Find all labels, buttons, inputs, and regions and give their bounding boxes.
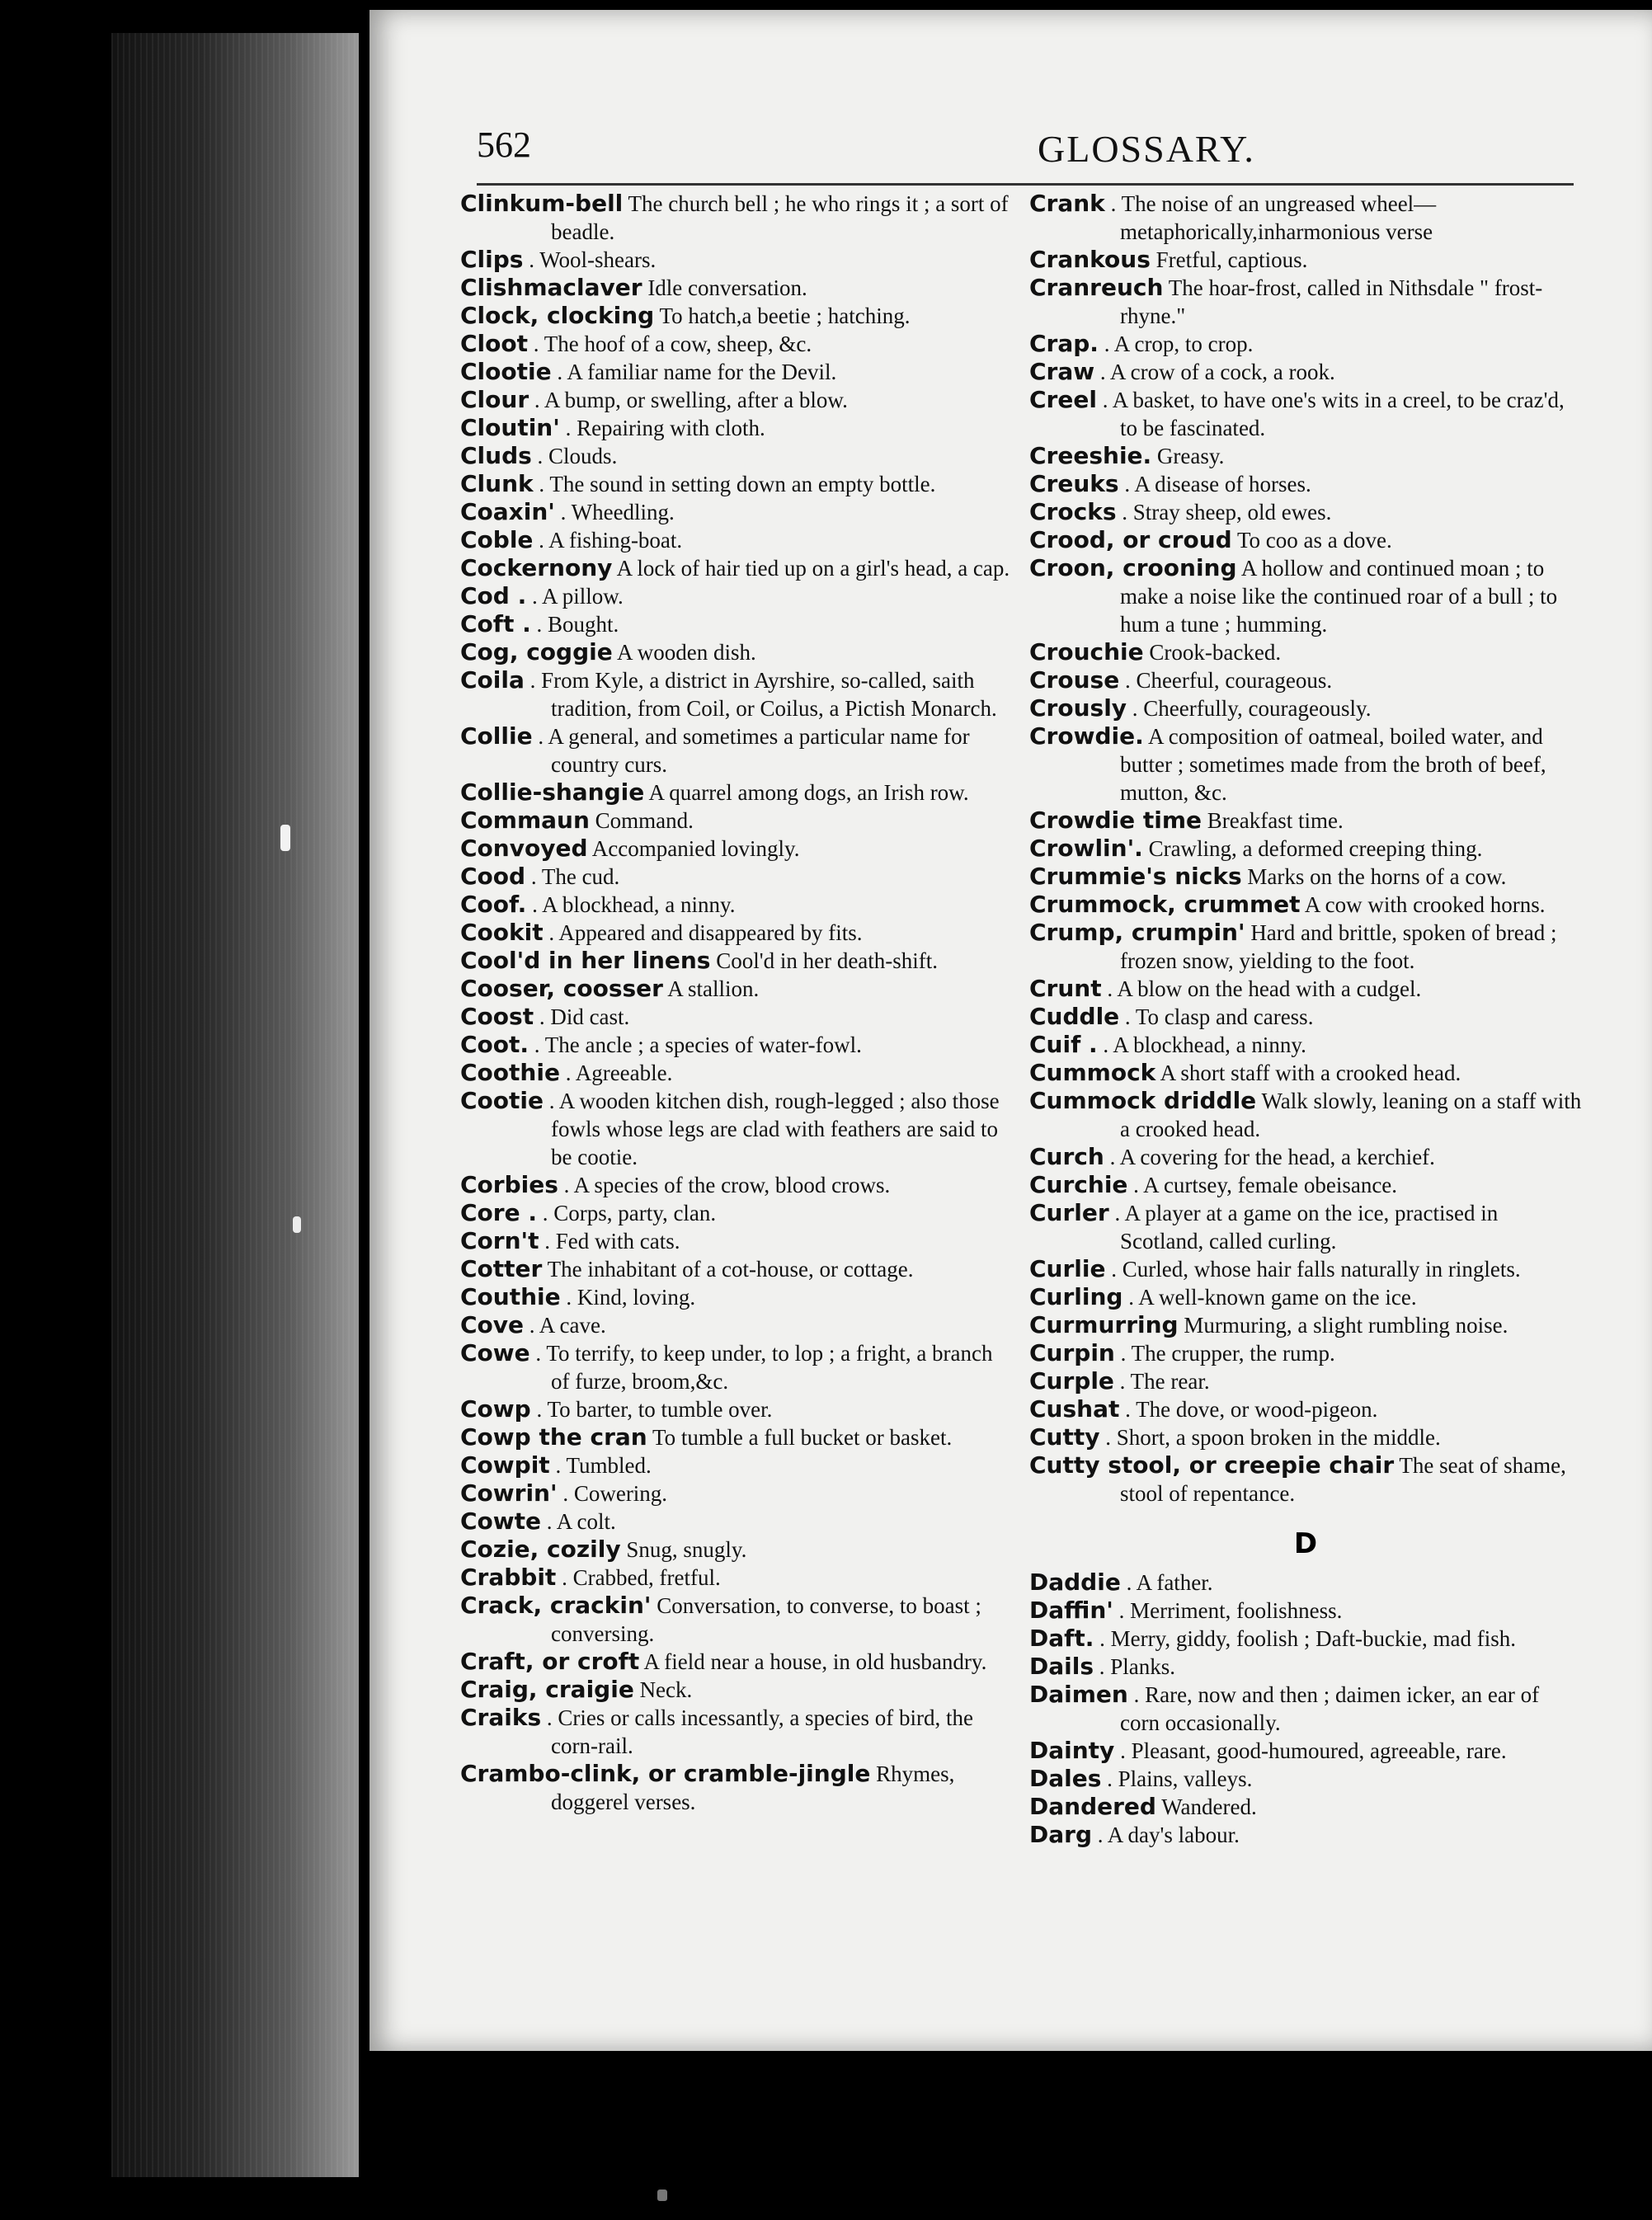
glossary-entry: [1029, 807, 1582, 835]
entry-definition: . To barter, to tumble over.: [536, 1397, 773, 1422]
glossary-entry: [1029, 638, 1582, 666]
entry-headword: Clour: [460, 386, 529, 413]
entry-headword: Clinkum-bell: [460, 190, 624, 217]
entry-headword: Crowdie.: [1029, 722, 1144, 750]
entry-definition: . Bought.: [536, 612, 619, 637]
entry-headword: Convoyed: [460, 835, 588, 862]
entry-headword: Cog, coggie: [460, 638, 613, 666]
entry-headword: Crack, crackin': [460, 1592, 652, 1619]
entry-headword: Daffin': [1029, 1597, 1113, 1624]
entry-definition: . Crabbed, fretful.: [562, 1565, 721, 1590]
entry-definition: Crawling, a deformed creeping thing.: [1148, 836, 1483, 861]
entry-headword: Dails: [1029, 1653, 1094, 1680]
entry-definition: . From Kyle, a district in Ayrshire, so-called, saith tradition, from Coil, or Coilus, a Pictish Monarch.: [529, 668, 997, 721]
entry-headword: Cloot: [460, 330, 529, 357]
entry-definition: . Corps, party, clan.: [542, 1201, 717, 1225]
entry-definition: . To clasp and caress.: [1124, 1004, 1314, 1029]
entry-headword: Coft .: [460, 610, 531, 637]
glossary-entry: [1029, 330, 1582, 358]
entry-definition: Rhymes, doggerel verses.: [551, 1761, 955, 1814]
entry-definition: . The noise of an ungreased wheel—metaphorically,inharmonious verse: [1110, 191, 1437, 244]
glossary-entry: [1029, 694, 1582, 722]
glossary-entry: [1029, 526, 1582, 554]
glossary-entry: [1029, 1765, 1582, 1793]
glossary-entry: [460, 1564, 1013, 1592]
glossary-column-right: [1029, 190, 1582, 1849]
glossary-entry: [1029, 975, 1582, 1003]
glossary-entry: [1029, 891, 1582, 919]
entry-headword: Crunt: [1029, 975, 1102, 1002]
entry-definition: . Fed with cats.: [544, 1229, 680, 1253]
glossary-entry: [460, 1059, 1013, 1087]
entry-headword: Coothie: [460, 1059, 560, 1086]
glossary-entry: [1029, 722, 1582, 807]
glossary-entry: [1029, 1003, 1582, 1031]
entry-definition: . Wheedling.: [560, 500, 675, 524]
glossary-entry: [460, 358, 1013, 386]
entry-definition: . Stray sheep, old ewes.: [1122, 500, 1332, 524]
glossary-entry: [460, 610, 1013, 638]
entry-headword: Coble: [460, 526, 534, 553]
entry-definition: Accompanied lovingly.: [591, 836, 800, 861]
entry-headword: Clishmaclaver: [460, 274, 642, 301]
glossary-entry: [1029, 919, 1582, 975]
entry-headword: Cushat: [1029, 1395, 1120, 1423]
entry-definition: . A general, and sometimes a particular name for country curs.: [538, 724, 970, 777]
entry-definition: . Cheerful, courageous.: [1124, 668, 1333, 693]
entry-definition: . A day's labour.: [1097, 1823, 1240, 1847]
glossary-entry: [1029, 274, 1582, 330]
entry-headword: Coot.: [460, 1031, 529, 1058]
glossary-entry: [460, 1395, 1013, 1423]
glossary-entry: [1029, 386, 1582, 442]
entry-definition: A field near a house, in old husbandry.: [643, 1649, 987, 1674]
glossary-entry: [460, 442, 1013, 470]
glossary-entry: [1029, 1143, 1582, 1171]
page-header: [477, 117, 1574, 186]
entry-definition: . Clouds.: [537, 444, 618, 468]
entry-headword: Cool'd in her linens: [460, 947, 711, 974]
entry-headword: Craiks: [460, 1704, 542, 1731]
entry-definition: The inhabitant of a cot-house, or cottage.: [547, 1257, 914, 1282]
entry-definition: Marks on the horns of a cow.: [1247, 864, 1507, 889]
glossary-entry: [460, 947, 1013, 975]
entry-headword: Corbies: [460, 1171, 558, 1198]
entry-definition: . Agreeable.: [565, 1061, 673, 1085]
glossary-entry: [1029, 666, 1582, 694]
entry-definition: . The sound in setting down an empty bottle.: [539, 472, 936, 496]
entry-headword: Crambo-clink, or cramble-jingle: [460, 1760, 871, 1787]
entry-definition: The hoar-frost, called in Nithsdale " frost-rhyne.": [1120, 275, 1543, 328]
entry-definition: Murmuring, a slight rumbling noise.: [1184, 1313, 1508, 1338]
entry-definition: . A father.: [1126, 1570, 1213, 1595]
entry-definition: Idle conversation.: [647, 275, 807, 300]
entry-headword: Cowpit: [460, 1451, 550, 1479]
entry-definition: . A disease of horses.: [1124, 472, 1311, 496]
glossary-entries-d: [1029, 1569, 1582, 1849]
entry-headword: Cowte: [460, 1507, 542, 1535]
entry-definition: . The crupper, the rump.: [1120, 1341, 1335, 1366]
entry-definition: A short staff with a crooked head.: [1160, 1061, 1461, 1085]
entry-headword: Cootie: [460, 1087, 544, 1114]
entry-definition: . The cud.: [530, 864, 620, 889]
glossary-entry: [460, 1031, 1013, 1059]
entry-definition: A wooden dish.: [617, 640, 756, 665]
entry-definition: To coo as a dove.: [1236, 528, 1392, 553]
glossary-entry: [1029, 1569, 1582, 1597]
glossary-entry: [460, 722, 1013, 778]
entry-definition: . Curled, whose hair falls naturally in ringlets.: [1111, 1257, 1521, 1282]
glossary-page: [369, 10, 1652, 2051]
glossary-entry: [460, 835, 1013, 863]
entry-definition: A quarrel among dogs, an Irish row.: [648, 780, 969, 805]
entry-headword: Crowdie time: [1029, 807, 1202, 834]
entry-definition: . The dove, or wood-pigeon.: [1125, 1397, 1378, 1422]
entry-headword: Cockernony: [460, 554, 613, 581]
entry-definition: . Tumbled.: [555, 1453, 652, 1478]
glossary-entry: [1029, 1597, 1582, 1625]
entry-definition: . A covering for the head, a kerchief.: [1109, 1145, 1435, 1169]
page-number: 562: [477, 125, 531, 165]
entry-definition: . A blow on the head with a cudgel.: [1107, 976, 1422, 1001]
entry-headword: Crocks: [1029, 498, 1117, 525]
entry-definition: . Short, a spoon broken in the middle.: [1105, 1425, 1441, 1450]
entry-definition: To tumble a full bucket or basket.: [652, 1425, 953, 1450]
entry-headword: Dainty: [1029, 1737, 1115, 1764]
entry-headword: Cowp: [460, 1395, 531, 1423]
entry-headword: Collie-shangie: [460, 778, 645, 806]
entry-definition: . A curtsey, female obeisance.: [1133, 1173, 1398, 1197]
entry-definition: Neck.: [639, 1677, 693, 1702]
glossary-entry: [460, 1648, 1013, 1676]
entry-definition: . A blockhead, a ninny.: [532, 892, 736, 917]
glossary-entry: [1029, 1087, 1582, 1143]
entry-headword: Cummock driddle: [1029, 1087, 1257, 1114]
entry-headword: Cookit: [460, 919, 544, 946]
glossary-entry: [1029, 358, 1582, 386]
entry-headword: Crump, crumpin': [1029, 919, 1245, 946]
entry-headword: Corn't: [460, 1227, 539, 1254]
entry-headword: Curlie: [1029, 1255, 1106, 1282]
glossary-entry: [460, 666, 1013, 722]
entry-definition: Snug, snugly.: [626, 1537, 747, 1562]
glossary-entry: [460, 891, 1013, 919]
entry-definition: . Repairing with cloth.: [565, 416, 765, 440]
entry-definition: . Did cast.: [539, 1004, 630, 1029]
entry-definition: . Plains, valleys.: [1107, 1766, 1253, 1791]
entry-definition: The seat of shame, stool of repentance.: [1120, 1453, 1566, 1506]
entry-definition: A lock of hair tied up on a girl's head, a cap.: [616, 556, 1010, 581]
entry-headword: Crouse: [1029, 666, 1120, 694]
entry-headword: Cod .: [460, 582, 527, 609]
glossary-entry: [1029, 246, 1582, 274]
glossary-entry: [1029, 470, 1582, 498]
entry-definition: . Appeared and disappeared by fits.: [548, 920, 863, 945]
glossary-entry: [1029, 1283, 1582, 1311]
glossary-entry: [1029, 1793, 1582, 1821]
entry-definition: . A wooden kitchen dish, rough-legged ; also those fowls whose legs are clad with feathers are said to be cootie.: [548, 1089, 1000, 1169]
glossary-entry: [1029, 863, 1582, 891]
glossary-entries-c: [1029, 190, 1582, 1507]
entry-definition: Hard and brittle, spoken of bread ; frozen snow, yielding to the foot.: [1120, 920, 1557, 973]
entry-definition: . A blockhead, a ninny.: [1103, 1032, 1306, 1057]
glossary-entry: [460, 246, 1013, 274]
entry-headword: Creel: [1029, 386, 1097, 413]
glossary-entry: [460, 302, 1013, 330]
entry-headword: Cowp the cran: [460, 1423, 647, 1451]
entry-headword: Craw: [1029, 358, 1095, 385]
entry-definition: . Cries or calls incessantly, a species of bird, the corn-rail.: [546, 1705, 973, 1758]
glossary-entry: [460, 638, 1013, 666]
glossary-entry: [460, 1536, 1013, 1564]
entry-headword: Clunk: [460, 470, 534, 497]
glossary-entry: [460, 386, 1013, 414]
glossary-entry: [460, 778, 1013, 807]
glossary-entry: [460, 1227, 1013, 1255]
glossary-entry: [460, 1171, 1013, 1199]
entry-headword: Curler: [1029, 1199, 1109, 1226]
entry-definition: . Cheerfully, courageously.: [1132, 696, 1372, 721]
glossary-entry: [1029, 554, 1582, 638]
glossary-entry: [460, 190, 1013, 246]
entry-headword: Core .: [460, 1199, 537, 1226]
book-spine-edge: [111, 33, 359, 2177]
glossary-entry: [1029, 190, 1582, 246]
entry-headword: Curpin: [1029, 1339, 1115, 1366]
glossary-entry: [460, 919, 1013, 947]
entry-headword: Cotter: [460, 1255, 543, 1282]
entry-headword: Curmurring: [1029, 1311, 1179, 1338]
entry-headword: Cooser, coosser: [460, 975, 663, 1002]
glossary-entry: [1029, 1423, 1582, 1451]
entry-headword: Cluds: [460, 442, 532, 469]
entry-headword: Coila: [460, 666, 525, 694]
glossary-entry: [1029, 1031, 1582, 1059]
glossary-entry: [460, 470, 1013, 498]
entry-definition: . A pillow.: [531, 584, 624, 609]
entry-headword: Cummock: [1029, 1059, 1156, 1086]
entry-headword: Cowe: [460, 1339, 530, 1366]
entry-headword: Cove: [460, 1311, 525, 1338]
entry-headword: Crummock, crummet: [1029, 891, 1301, 918]
glossary-entry: [1029, 1395, 1582, 1423]
glossary-entry: [460, 330, 1013, 358]
entry-definition: . To terrify, to keep under, to lop ; a fright, a branch of furze, broom,&c.: [535, 1341, 993, 1394]
entry-definition: . Cowering.: [562, 1481, 668, 1506]
entry-headword: Crank: [1029, 190, 1105, 217]
entry-definition: . A fishing-boat.: [539, 528, 683, 553]
glossary-entry: [460, 1676, 1013, 1704]
paper-speck: [657, 2189, 667, 2201]
glossary-entry: [460, 1339, 1013, 1395]
entry-headword: Crap.: [1029, 330, 1099, 357]
entry-definition: . A player at a game on the ice, practised in Scotland, called curling.: [1114, 1201, 1499, 1253]
glossary-entry: [460, 807, 1013, 835]
entry-headword: Dandered: [1029, 1793, 1156, 1820]
glossary-entry: [1029, 442, 1582, 470]
glossary-entry: [460, 975, 1013, 1003]
entry-headword: Crummie's nicks: [1029, 863, 1242, 890]
glossary-entry: [460, 554, 1013, 582]
entry-definition: . Merriment, foolishness.: [1118, 1598, 1343, 1623]
entry-headword: Cuif .: [1029, 1031, 1098, 1058]
entry-definition: . A familiar name for the Devil.: [557, 360, 837, 384]
entry-headword: Crouchie: [1029, 638, 1144, 666]
glossary-entry: [460, 1507, 1013, 1536]
glossary-entry: [460, 274, 1013, 302]
glossary-entry: [460, 1199, 1013, 1227]
glossary-entry: [460, 526, 1013, 554]
glossary-entry: [1029, 1339, 1582, 1367]
entry-definition: Crook-backed.: [1149, 640, 1282, 665]
entry-definition: A composition of oatmeal, boiled water, and butter ; sometimes made from the broth of beef, mutton, &c.: [1120, 724, 1546, 805]
glossary-entry: [1029, 1737, 1582, 1765]
entry-definition: The church bell ; he who rings it ; a sort of beadle.: [551, 191, 1009, 244]
entry-definition: Walk slowly, leaning on a staff with a crooked head.: [1120, 1089, 1582, 1141]
entry-headword: Crowlin'.: [1029, 835, 1143, 862]
entry-headword: Cranreuch: [1029, 274, 1164, 301]
entry-headword: Cood: [460, 863, 526, 890]
entry-definition: Command.: [595, 808, 694, 833]
entry-definition: A cow with crooked horns.: [1304, 892, 1546, 917]
entry-headword: Coof.: [460, 891, 527, 918]
entry-definition: . A bump, or swelling, after a blow.: [534, 388, 848, 412]
paper-speck: [280, 825, 290, 851]
entry-headword: Dales: [1029, 1765, 1102, 1792]
entry-headword: Curple: [1029, 1367, 1114, 1395]
entry-definition: Wandered.: [1161, 1794, 1257, 1819]
glossary-entry: [460, 414, 1013, 442]
entry-definition: . The rear.: [1119, 1369, 1210, 1394]
glossary-entry: [460, 1451, 1013, 1479]
entry-definition: A stallion.: [667, 976, 760, 1001]
glossary-entry: [460, 498, 1013, 526]
entry-definition: . A basket, to have one's wits in a creel, to be craz'd, to be fascinated.: [1102, 388, 1565, 440]
entry-headword: Collie: [460, 722, 533, 750]
entry-definition: Fretful, captious.: [1155, 247, 1308, 272]
glossary-entry: [1029, 1821, 1582, 1849]
entry-definition: . A species of the crow, blood crows.: [563, 1173, 891, 1197]
glossary-column-left: [460, 190, 1013, 1816]
entry-headword: Craig, craigie: [460, 1676, 634, 1703]
entry-definition: . Kind, loving.: [566, 1285, 696, 1310]
glossary-entry: [460, 863, 1013, 891]
glossary-entry: [460, 1283, 1013, 1311]
entry-definition: Greasy.: [1156, 444, 1225, 468]
entry-definition: . Rare, now and then ; daimen icker, an ear of corn occasionally.: [1120, 1682, 1540, 1735]
entry-headword: Clips: [460, 246, 524, 273]
entry-headword: Craft, or croft: [460, 1648, 640, 1675]
glossary-entry: [1029, 1367, 1582, 1395]
glossary-entry: [460, 1479, 1013, 1507]
glossary-entry: [460, 1704, 1013, 1760]
entry-headword: Croon, crooning: [1029, 554, 1237, 581]
entry-headword: Clootie: [460, 358, 552, 385]
section-letter-heading: D: [1293, 1527, 1318, 1560]
entry-headword: Crabbit: [460, 1564, 557, 1591]
entry-definition: Breakfast time.: [1207, 808, 1344, 833]
entry-headword: Curchie: [1029, 1171, 1128, 1198]
entry-definition: . The ancle ; a species of water-fowl.: [534, 1032, 862, 1057]
entry-definition: . A colt.: [546, 1509, 616, 1534]
entry-headword: Cloutin': [460, 414, 560, 441]
entry-headword: Clock, clocking: [460, 302, 655, 329]
glossary-entry: [460, 1087, 1013, 1171]
entry-headword: Cutty: [1029, 1423, 1100, 1451]
glossary-entry: [460, 1255, 1013, 1283]
glossary-entry: [1029, 1171, 1582, 1199]
glossary-entry: [1029, 1199, 1582, 1255]
entry-headword: Crankous: [1029, 246, 1151, 273]
glossary-entry: [460, 1003, 1013, 1031]
glossary-entry: [1029, 1311, 1582, 1339]
glossary-entry: [1029, 1059, 1582, 1087]
entry-headword: Coaxin': [460, 498, 555, 525]
entry-headword: Creuks: [1029, 470, 1119, 497]
entry-headword: Curch: [1029, 1143, 1104, 1170]
glossary-entry: [460, 1423, 1013, 1451]
paper-speck: [293, 1216, 301, 1233]
entry-headword: Commaun: [460, 807, 590, 834]
entry-headword: Crously: [1029, 694, 1127, 722]
entry-headword: Darg: [1029, 1821, 1092, 1848]
glossary-entry: [1029, 1451, 1582, 1507]
entry-definition: Conversation, to converse, to boast ; conversing.: [551, 1593, 981, 1646]
entry-definition: Cool'd in her death-shift.: [716, 948, 939, 973]
entry-headword: Creeshie.: [1029, 442, 1152, 469]
entry-definition: . A crop, to crop.: [1104, 332, 1254, 356]
entry-headword: Coost: [460, 1003, 534, 1030]
entry-definition: . A well-known game on the ice.: [1128, 1285, 1417, 1310]
glossary-entry: [460, 1760, 1013, 1816]
running-head: GLOSSARY.: [1038, 128, 1255, 170]
entry-definition: . A cave.: [529, 1313, 606, 1338]
entry-definition: . The hoof of a cow, sheep, &c.: [533, 332, 812, 356]
glossary-entry: [1029, 1653, 1582, 1681]
glossary-entry: [1029, 1255, 1582, 1283]
entry-headword: Couthie: [460, 1283, 561, 1310]
glossary-entry: [460, 1311, 1013, 1339]
glossary-entry: [460, 582, 1013, 610]
entry-headword: Cowrin': [460, 1479, 558, 1507]
entry-definition: . Wool-shears.: [529, 247, 657, 272]
entry-headword: Curling: [1029, 1283, 1123, 1310]
entry-definition: . Planks.: [1099, 1654, 1176, 1679]
entry-definition: To hatch,a beetie ; hatching.: [659, 303, 911, 328]
glossary-entry: [460, 1592, 1013, 1648]
entry-headword: Cutty stool, or creepie chair: [1029, 1451, 1395, 1479]
entry-headword: Cuddle: [1029, 1003, 1120, 1030]
glossary-entry: [1029, 835, 1582, 863]
entry-definition: . A crow of a cock, a rook.: [1099, 360, 1335, 384]
entry-definition: . Pleasant, good-humoured, agreeable, rare.: [1120, 1738, 1507, 1763]
entry-definition: . Merry, giddy, foolish ; Daft-buckie, mad fish.: [1099, 1626, 1516, 1651]
entry-headword: Crood, or croud: [1029, 526, 1232, 553]
entry-headword: Daddie: [1029, 1569, 1121, 1596]
entry-headword: Daft.: [1029, 1625, 1094, 1652]
glossary-entry: [1029, 1681, 1582, 1737]
glossary-entry: [1029, 498, 1582, 526]
glossary-entry: [1029, 1625, 1582, 1653]
entry-headword: Daimen: [1029, 1681, 1128, 1708]
entry-definition: A hollow and continued moan ; to make a noise like the continued roar of a bull ; to hum a tune ; humming.: [1120, 556, 1558, 637]
entry-headword: Cozie, cozily: [460, 1536, 621, 1563]
